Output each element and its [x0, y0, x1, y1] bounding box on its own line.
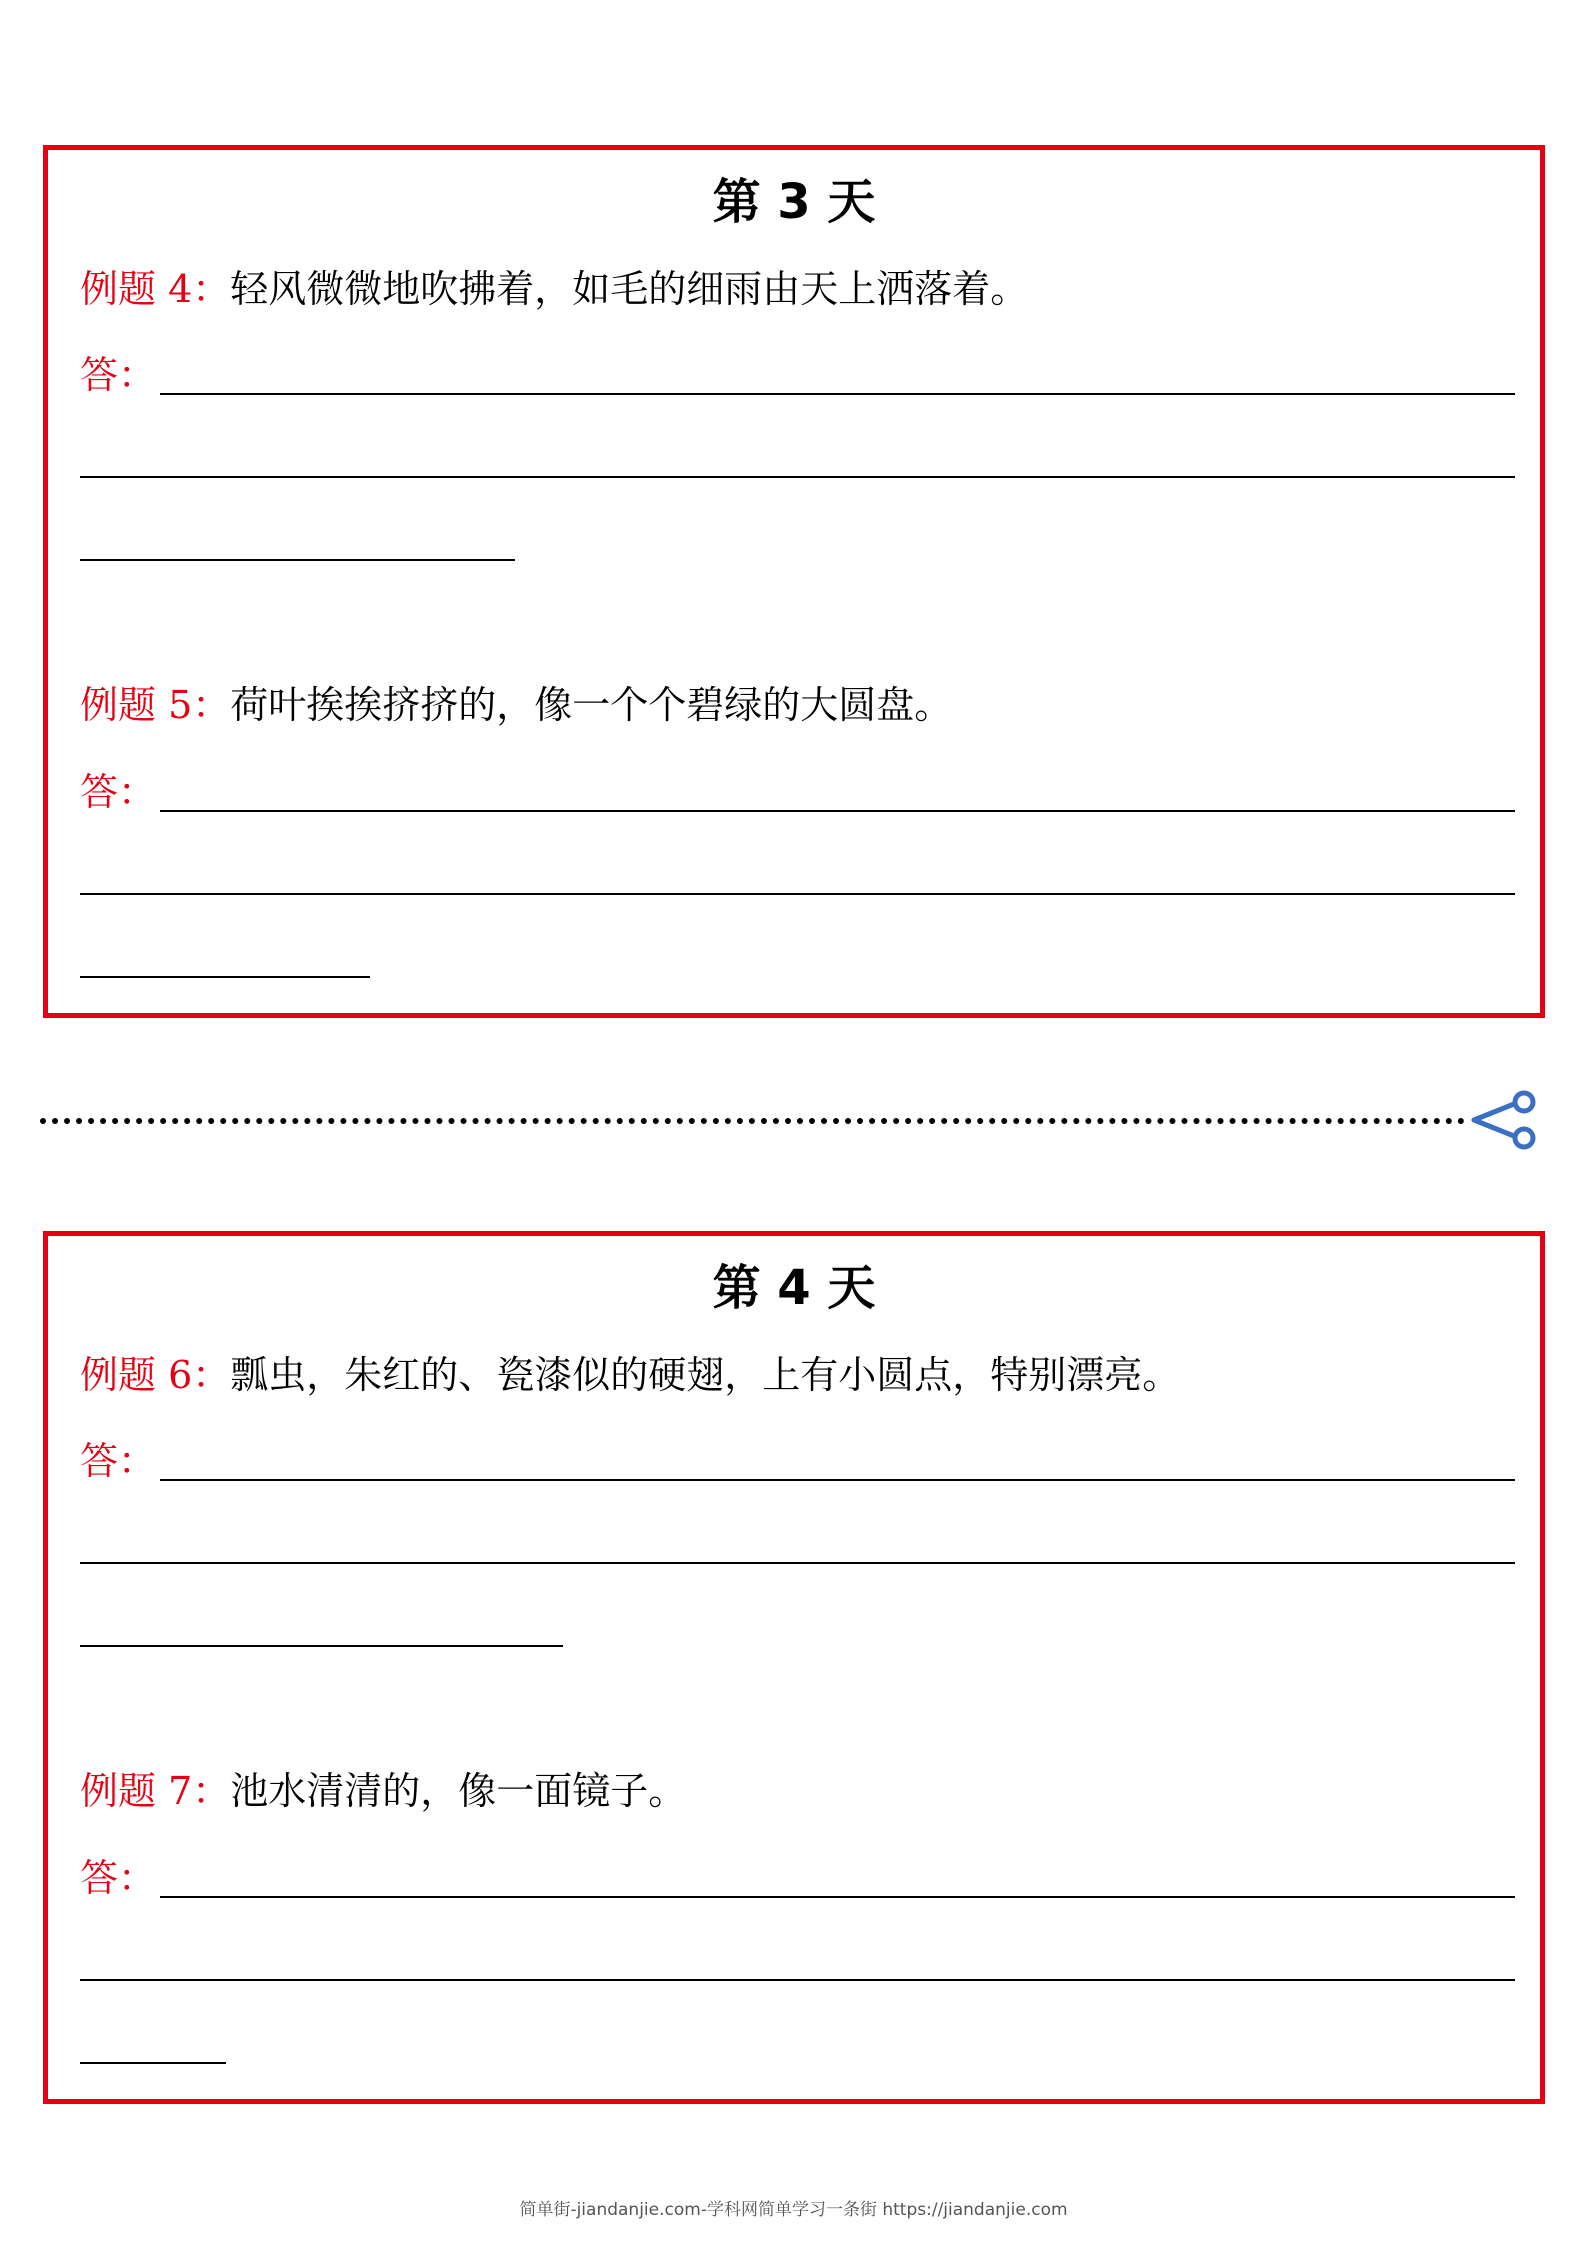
answer-5-line-2[interactable] — [80, 893, 1515, 895]
day-4-card — [43, 1231, 1545, 2104]
question-7 — [80, 1766, 686, 1816]
answer-7-label: 答： — [80, 1856, 157, 1900]
scissors-icon — [1470, 1090, 1540, 1150]
question-4-text: 轻风微微地吹拂着，如毛的细雨由天上洒落着。 — [230, 267, 1029, 311]
answer-4-label: 答： — [80, 353, 157, 397]
answer-6-line-2[interactable] — [80, 1562, 1515, 1564]
question-5-text: 荷叶挨挨挤挤的，像一个个碧绿的大圆盘。 — [230, 683, 953, 727]
answer-7-line-2[interactable] — [80, 1979, 1515, 1981]
day-3-card — [43, 145, 1545, 1018]
question-7-text: 池水清清的，像一面镜子。 — [230, 1769, 687, 1813]
cut-line — [40, 1118, 1465, 1124]
question-6-text: 瓢虫，朱红的、瓷漆似的硬翅，上有小圆点，特别漂亮。 — [230, 1353, 1181, 1397]
answer-7-line-1[interactable] — [160, 1896, 1515, 1898]
question-5-label: 例题 5： — [80, 683, 231, 727]
answer-6-line-3[interactable] — [80, 1645, 563, 1647]
answer-5-line-1[interactable] — [160, 810, 1515, 812]
question-7-label: 例题 7： — [80, 1769, 231, 1813]
question-6-label: 例题 6： — [80, 1353, 231, 1397]
answer-7-line-3[interactable] — [80, 2062, 226, 2064]
question-4 — [80, 264, 1028, 314]
answer-4-line-2[interactable] — [80, 476, 1515, 478]
answer-6-label: 答： — [80, 1439, 157, 1483]
answer-5-label: 答： — [80, 770, 157, 814]
answer-6-line-1[interactable] — [160, 1479, 1515, 1481]
question-6 — [80, 1350, 1180, 1400]
question-4-label: 例题 4： — [80, 267, 231, 311]
answer-4-line-3[interactable] — [80, 559, 515, 561]
day-3-title: 第 3 天 — [712, 174, 876, 230]
footer-text: 简单街-jiandanjie.com-学科网简单学习一条街 https://jiandanjie.com — [519, 2200, 1068, 2220]
answer-5-line-3[interactable] — [80, 976, 370, 978]
answer-4-line-1[interactable] — [160, 393, 1515, 395]
question-5 — [80, 680, 952, 730]
day-4-title: 第 4 天 — [712, 1260, 876, 1316]
